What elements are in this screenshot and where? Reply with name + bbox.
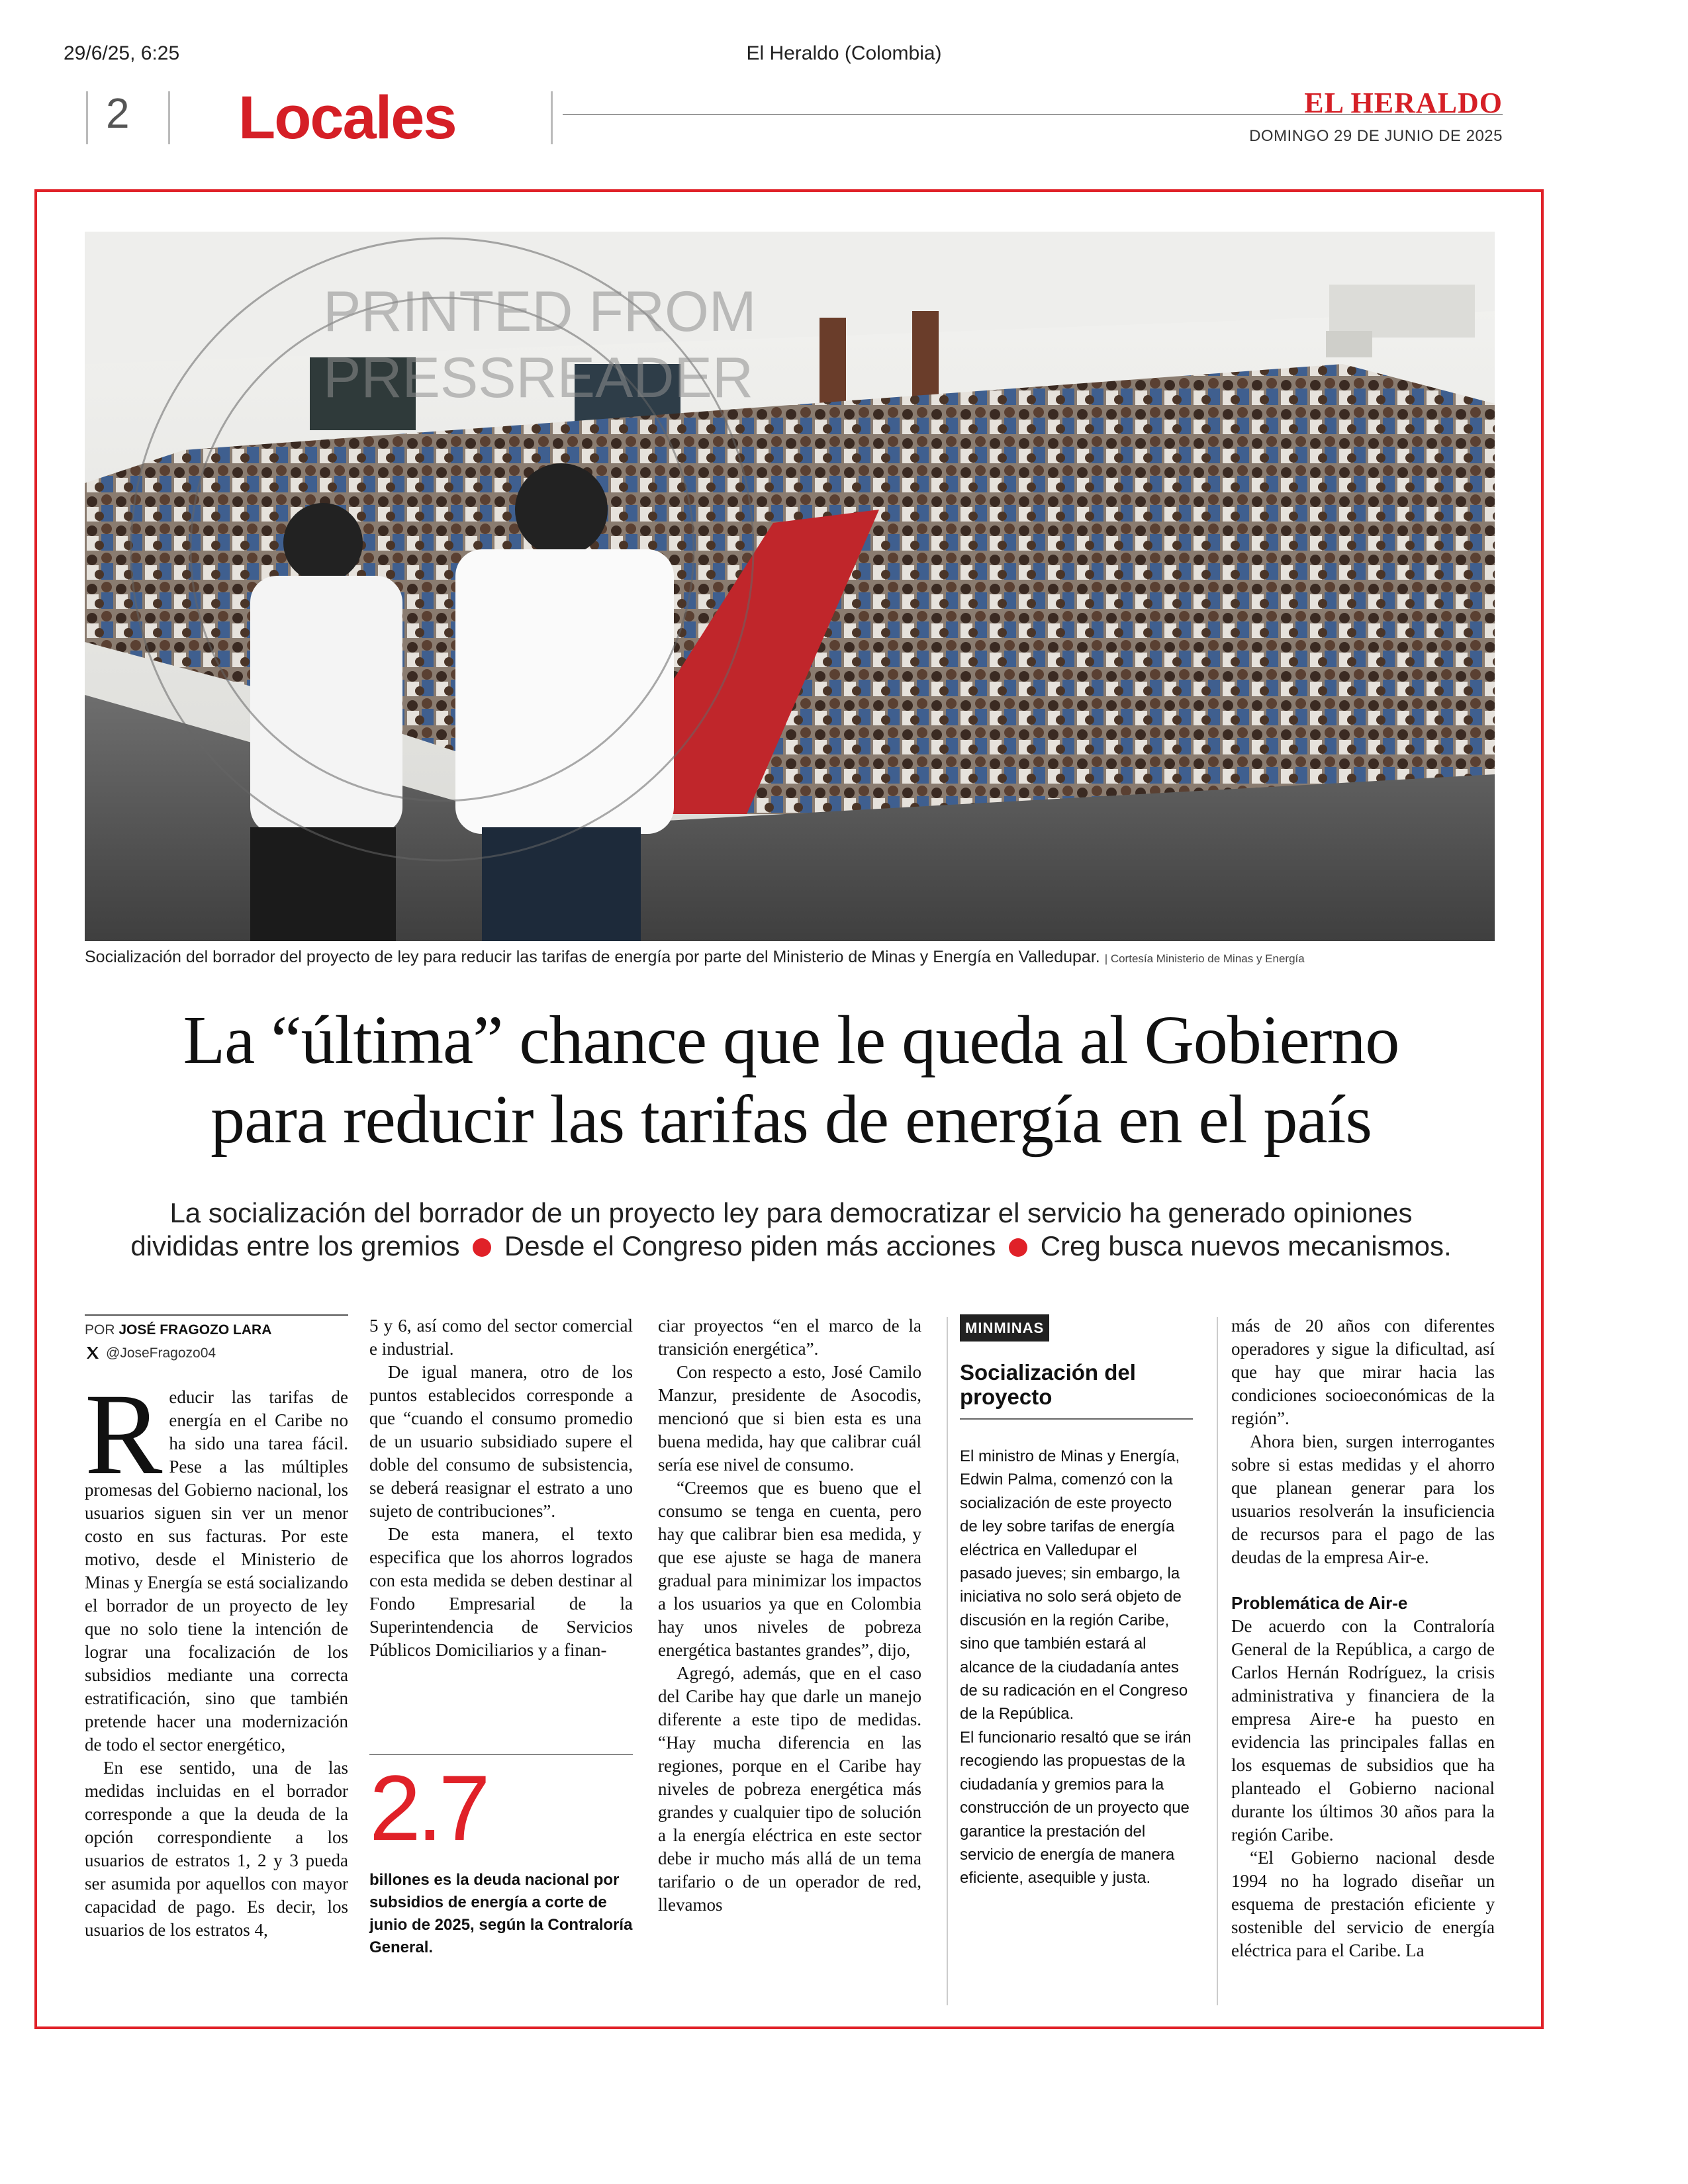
headline-line-2: para reducir las tarifas de energía en el país [211,1081,1372,1158]
paragraph: “Creemos que es bueno que el consumo se tenga en cuenta, pero hay que calibrar bien esa medida, y que ese ajuste se haga de manera gradual para minimizar los impactos a los usuarios ya que en Colombia hay unos niveles de pobreza energética bastantes grandes”, dijo, [658,1478,921,1660]
deck-line-2 [66,1230,1516,1263]
deck-part-b: Desde el Congreso piden más acciones [504,1230,996,1261]
paragraph: más de 20 años con diferentes operadores y sigue la dificultad, así que hay que mirar hacia las condiciones socioeconómicas de la región”. [1231,1316,1495,1428]
byline-author: JOSÉ FRAGOZO LARA [118,1322,272,1338]
paragraph: 5 y 6, así como del sector comercial e industrial. [369,1316,633,1359]
print-header [64,42,1624,69]
drop-cap: R [85,1370,163,1499]
column-divider [1217,1317,1218,2005]
deck-part-c: Creg busca nuevos mecanismos. [1040,1230,1452,1261]
deck [66,1197,1516,1263]
photo-caption [85,948,1495,967]
svg-text:PRINTED FROM: PRINTED FROM [323,280,757,343]
column-1 [85,1314,348,1942]
paragraph: “El Gobierno nacional desde 1994 no ha logrado diseñar un esquema de prestación eficiente y sostenible del servicio de energía eléctrica para el Caribe. La [1231,1848,1495,1960]
headline-line-1: La “última” chance que le queda al Gobierno [183,1002,1399,1078]
photo-credit: | Cortesía Ministerio de Minas y Energía [1104,952,1305,965]
caption-text: Socialización del borrador del proyecto de ley para reducir las tarifas de energía por parte del Ministerio de Minas y Energía en Valledupar. [85,948,1100,966]
section-title: Locales [238,84,456,152]
paragraph: De igual manera, otro de los puntos establecidos corresponde a que “cuando el consumo promedio de un usuario subsidiado supere el doble del consumo de subsistencia, se deberá reasignar el estrato a uno sujeto de contribuciones”. [369,1362,633,1521]
author-handle [85,1338,348,1367]
paragraph: De acuerdo con la Contraloría General de la República, a cargo de Carlos Hernán Rodríguez, la crisis administrativa y financiera de la empresa Aire-e ha puesto en evidencia las principales fallas en los esquemas de subsidios que ha planteado el Gobierno nacional durante los últimos 30 años para la región Caribe. [1231,1616,1495,1844]
article-body-start [85,1370,348,1942]
sidebar-paragraph: El funcionario resaltó que se irán recogiendo las propuestas de la ciudadanía y gremios para la construcción de un proyecto que garantice la prestación del servicio de energía de manera eficiente, asequible y justa. [960,1728,1192,1888]
divider [168,91,170,144]
print-title: El Heraldo (Colombia) [746,42,942,64]
deck-line-1: La socialización del borrador de un proyecto ley para democratizar el servicio ha generado opiniones [169,1197,1413,1228]
bullet-dot-icon [1009,1238,1027,1257]
paragraph: De esta manera, el texto especifica que los ahorros logrados con esta medida se deben destinar al Fondo Empresarial de la Superintendencia de Servicios Públicos Domiciliarios y a finan- [369,1524,633,1660]
sidebar-label: MINMINAS [960,1314,1049,1342]
sidebar-box [960,1314,1223,1890]
bullet-dot-icon [473,1238,491,1257]
divider [551,91,553,144]
paragraph: ciar proyectos “en el marco de la transición energética”. [658,1316,921,1359]
author-handle-text: @JoseFragozo04 [106,1345,216,1361]
article-photo [85,232,1495,941]
paragraph: En ese sentido, una de las medidas incluidas en el borrador corresponde a que la deuda de la opción correspondiente a los usuarios de estratos 1, 2 y 3 pueda ser asumida por aquellos con mayor capacidad de pago. Es decir, los usuarios de los estratos 4, [85,1758,348,1940]
byline-por: POR [85,1322,115,1338]
headline [66,1001,1516,1160]
audience-photo-illustration [85,232,1495,941]
column-5 [1231,1314,1495,1962]
column-3 [658,1314,921,1917]
masthead [79,86,1503,159]
svg-text:PRESSREADER: PRESSREADER [323,346,753,410]
paragraph: Ahora bien, surgen interrogantes sobre si estas medidas y el ahorro que planean generar para los usuarios resolverán la insuficiencia de recursos para el pago de las deudas de la empresa Air-e. [1231,1432,1495,1567]
sidebar-title: Socialización del proyecto [960,1360,1193,1420]
divider [86,91,88,144]
stat-description: billones es la deuda nacional por subsidios de energía a corte de junio de 2025, según la Contraloría General. [369,1871,633,1956]
paragraph: Agregó, además, que en el caso del Caribe hay que darle un manejo diferente a este tipo de medidas. “Hay mucha diferencia en las regiones, porque en el Caribe hay niveles de pobreza energética más grandes y cualquier tipo de solución a la energía eléctrica en este sector debe ir mucho más allá de un tema tarifario o de un operador de red, llevamos [658,1663,921,1915]
newspaper-logo: EL HERALDO [1304,87,1503,119]
stat-number: 2.7 [369,1756,487,1860]
byline [85,1318,348,1338]
issue-date: DOMINGO 29 DE JUNIO DE 2025 [1249,127,1503,145]
sidebar-paragraph: El ministro de Minas y Energía, Edwin Palma, comenzó con la socialización de este proyecto de ley sobre tarifas de energía eléctrica en Valledupar el pasado jueves; sin embargo, la iniciativa no solo será objeto de discusión en la región Caribe, sino que también estará al alcance de la ciudadanía antes de su radicación en el Congreso de la República. [960,1447,1188,1723]
paragraph: educir las tarifas de energía en el Caribe no ha sido una tarea fácil. Pese a las múltiples promesas del Gobierno nacional, los usuarios siguen sin ver un menor costo en sus facturas. Por este motivo, desde el Ministerio de Minas y Energía se está socializando el borrador de un proyecto de ley que no solo tiene la intención de lograr una focalización de los subsidios mediante una correcta estratificación, sino que también pretende hacer una modernización de todo el sector energético, [85,1387,348,1754]
byline-rule [85,1314,348,1316]
sidebar-body [960,1445,1193,1890]
stat-callout [369,1754,633,1959]
x-logo-icon [85,1345,101,1361]
paragraph: Con respecto a esto, José Camilo Manzur, presidente de Asocodis, mencionó que si bien esta es una buena medida, hay que calibrar cuál sería ese nivel de consumo. [658,1362,921,1475]
subheading: Problemática de Air-e [1231,1593,1408,1613]
column-divider [947,1317,948,2005]
column-2 [369,1314,633,1662]
print-datetime: 29/6/25, 6:25 [64,42,180,64]
deck-part-a: divididas entre los gremios [130,1230,460,1261]
page-number: 2 [106,89,130,137]
